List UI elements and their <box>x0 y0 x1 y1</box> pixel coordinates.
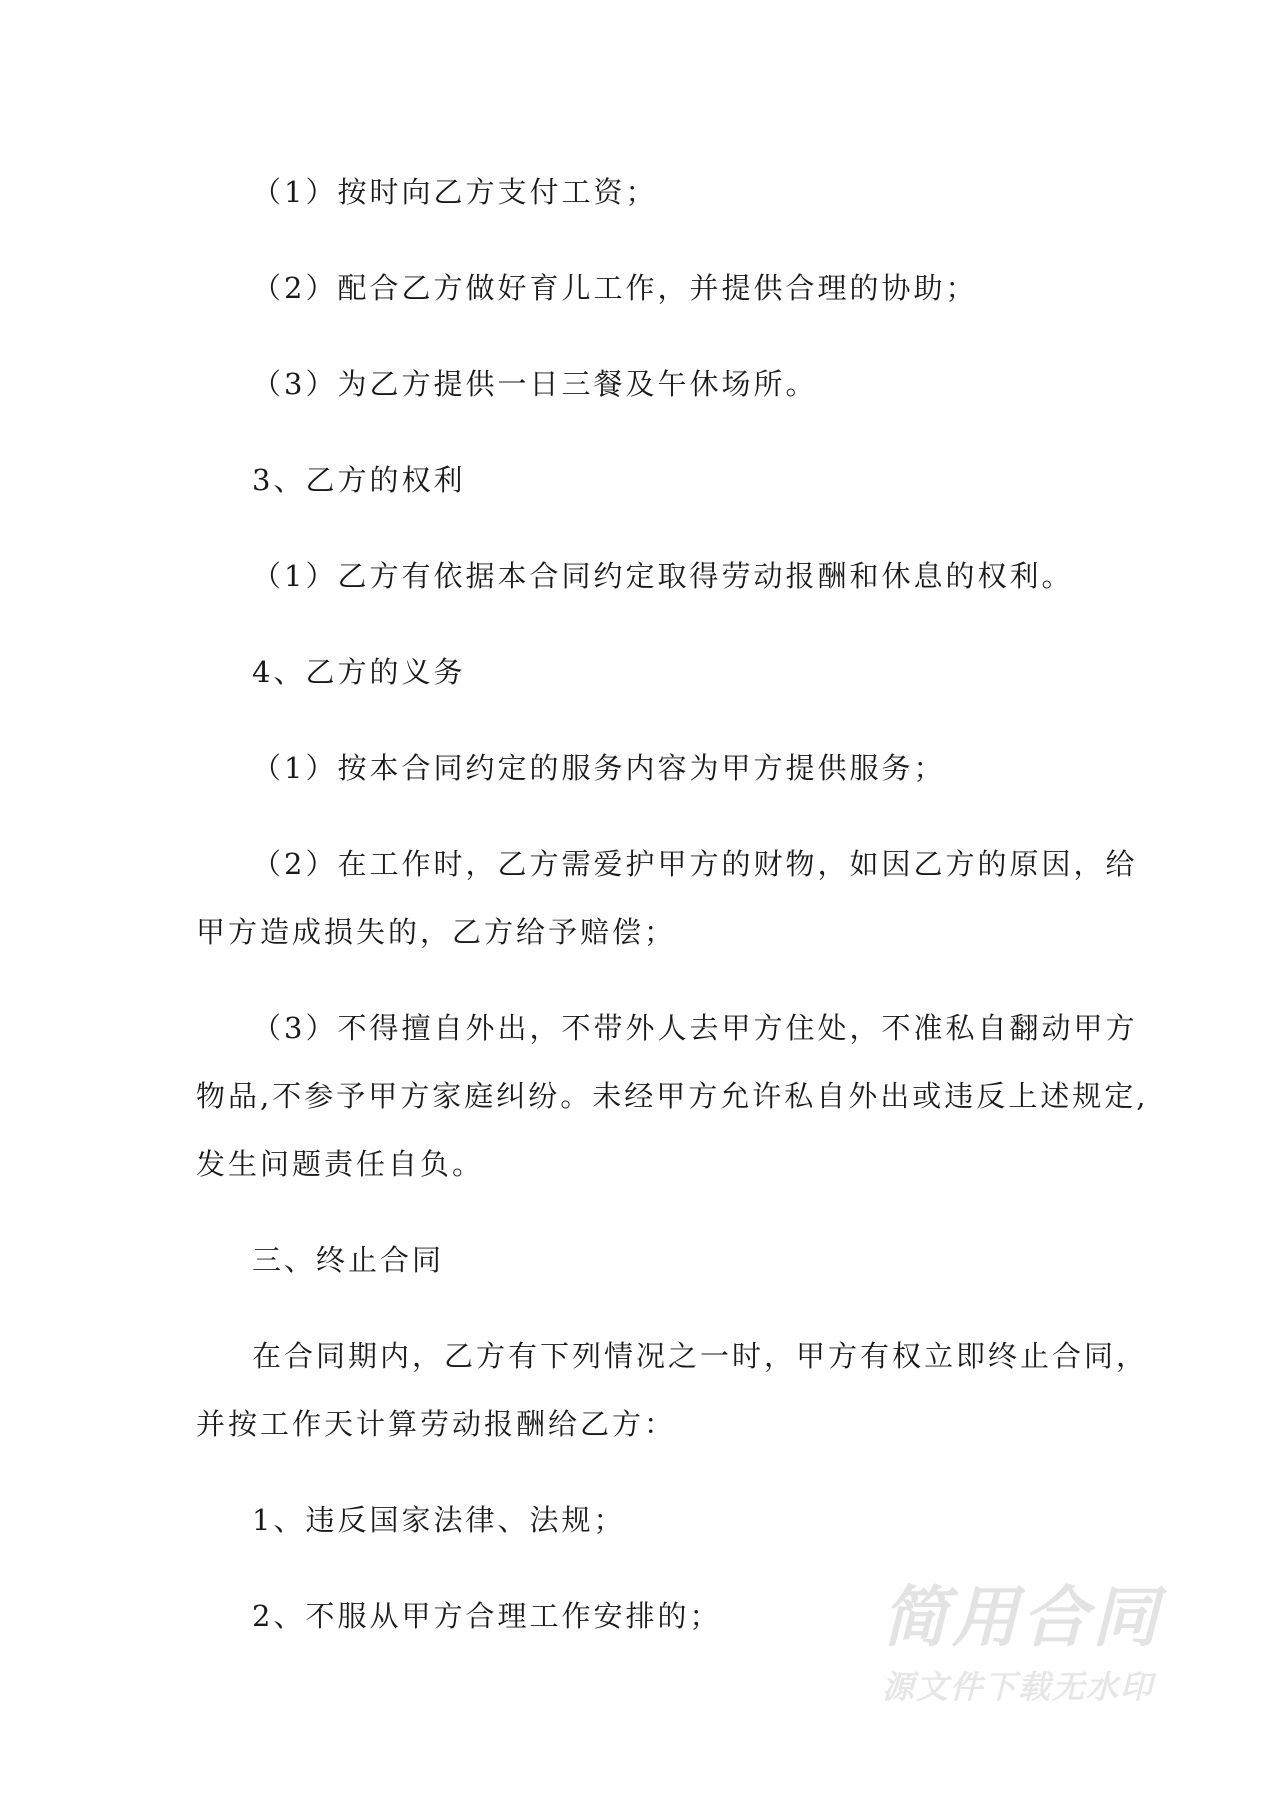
clause-line: 2、不服从甲方合理工作安排的； <box>252 1599 722 1633</box>
clause-line: （1）按本合同约定的服务内容为甲方提供服务； <box>252 751 946 785</box>
clause-line: 1、违反国家法律、法规； <box>252 1503 626 1537</box>
watermark <box>878 1580 1188 1720</box>
clause-line-continued: 物品,不参予甲方家庭纠纷。未经甲方允许私自外出或违反上述规定, <box>196 1079 1149 1113</box>
section-heading: 4、乙方的义务 <box>252 655 466 689</box>
watermark-title: 简用合同 <box>882 1579 1162 1656</box>
clause-line: （1）乙方有依据本合同约定取得劳动报酬和休息的权利。 <box>252 559 1074 593</box>
clause-line-continued: 甲方造成损失的，乙方给予赔偿； <box>196 915 677 949</box>
paragraph-line-continued: 并按工作天计算劳动报酬给乙方： <box>196 1407 677 1441</box>
paragraph-line: 在合同期内，乙方有下列情况之一时，甲方有权立即终止合同， <box>252 1339 1149 1373</box>
clause-line: （2）在工作时，乙方需爱护甲方的财物，如因乙方的原因，给 <box>252 847 1138 881</box>
section-heading: 3、乙方的权利 <box>252 463 466 497</box>
clause-line: （2）配合乙方做好育儿工作，并提供合理的协助； <box>252 271 978 305</box>
clause-line-continued: 发生问题责任自负。 <box>196 1147 485 1181</box>
clause-line: （3）不得擅自外出，不带外人去甲方住处，不准私自翻动甲方 <box>252 1011 1138 1045</box>
watermark-subtitle: 源文件下载无水印 <box>882 1668 1155 1706</box>
clause-line: （1）按时向乙方支付工资； <box>252 175 658 209</box>
clause-line: （3）为乙方提供一日三餐及午休场所。 <box>252 367 818 401</box>
section-heading: 三、终止合同 <box>252 1243 445 1277</box>
